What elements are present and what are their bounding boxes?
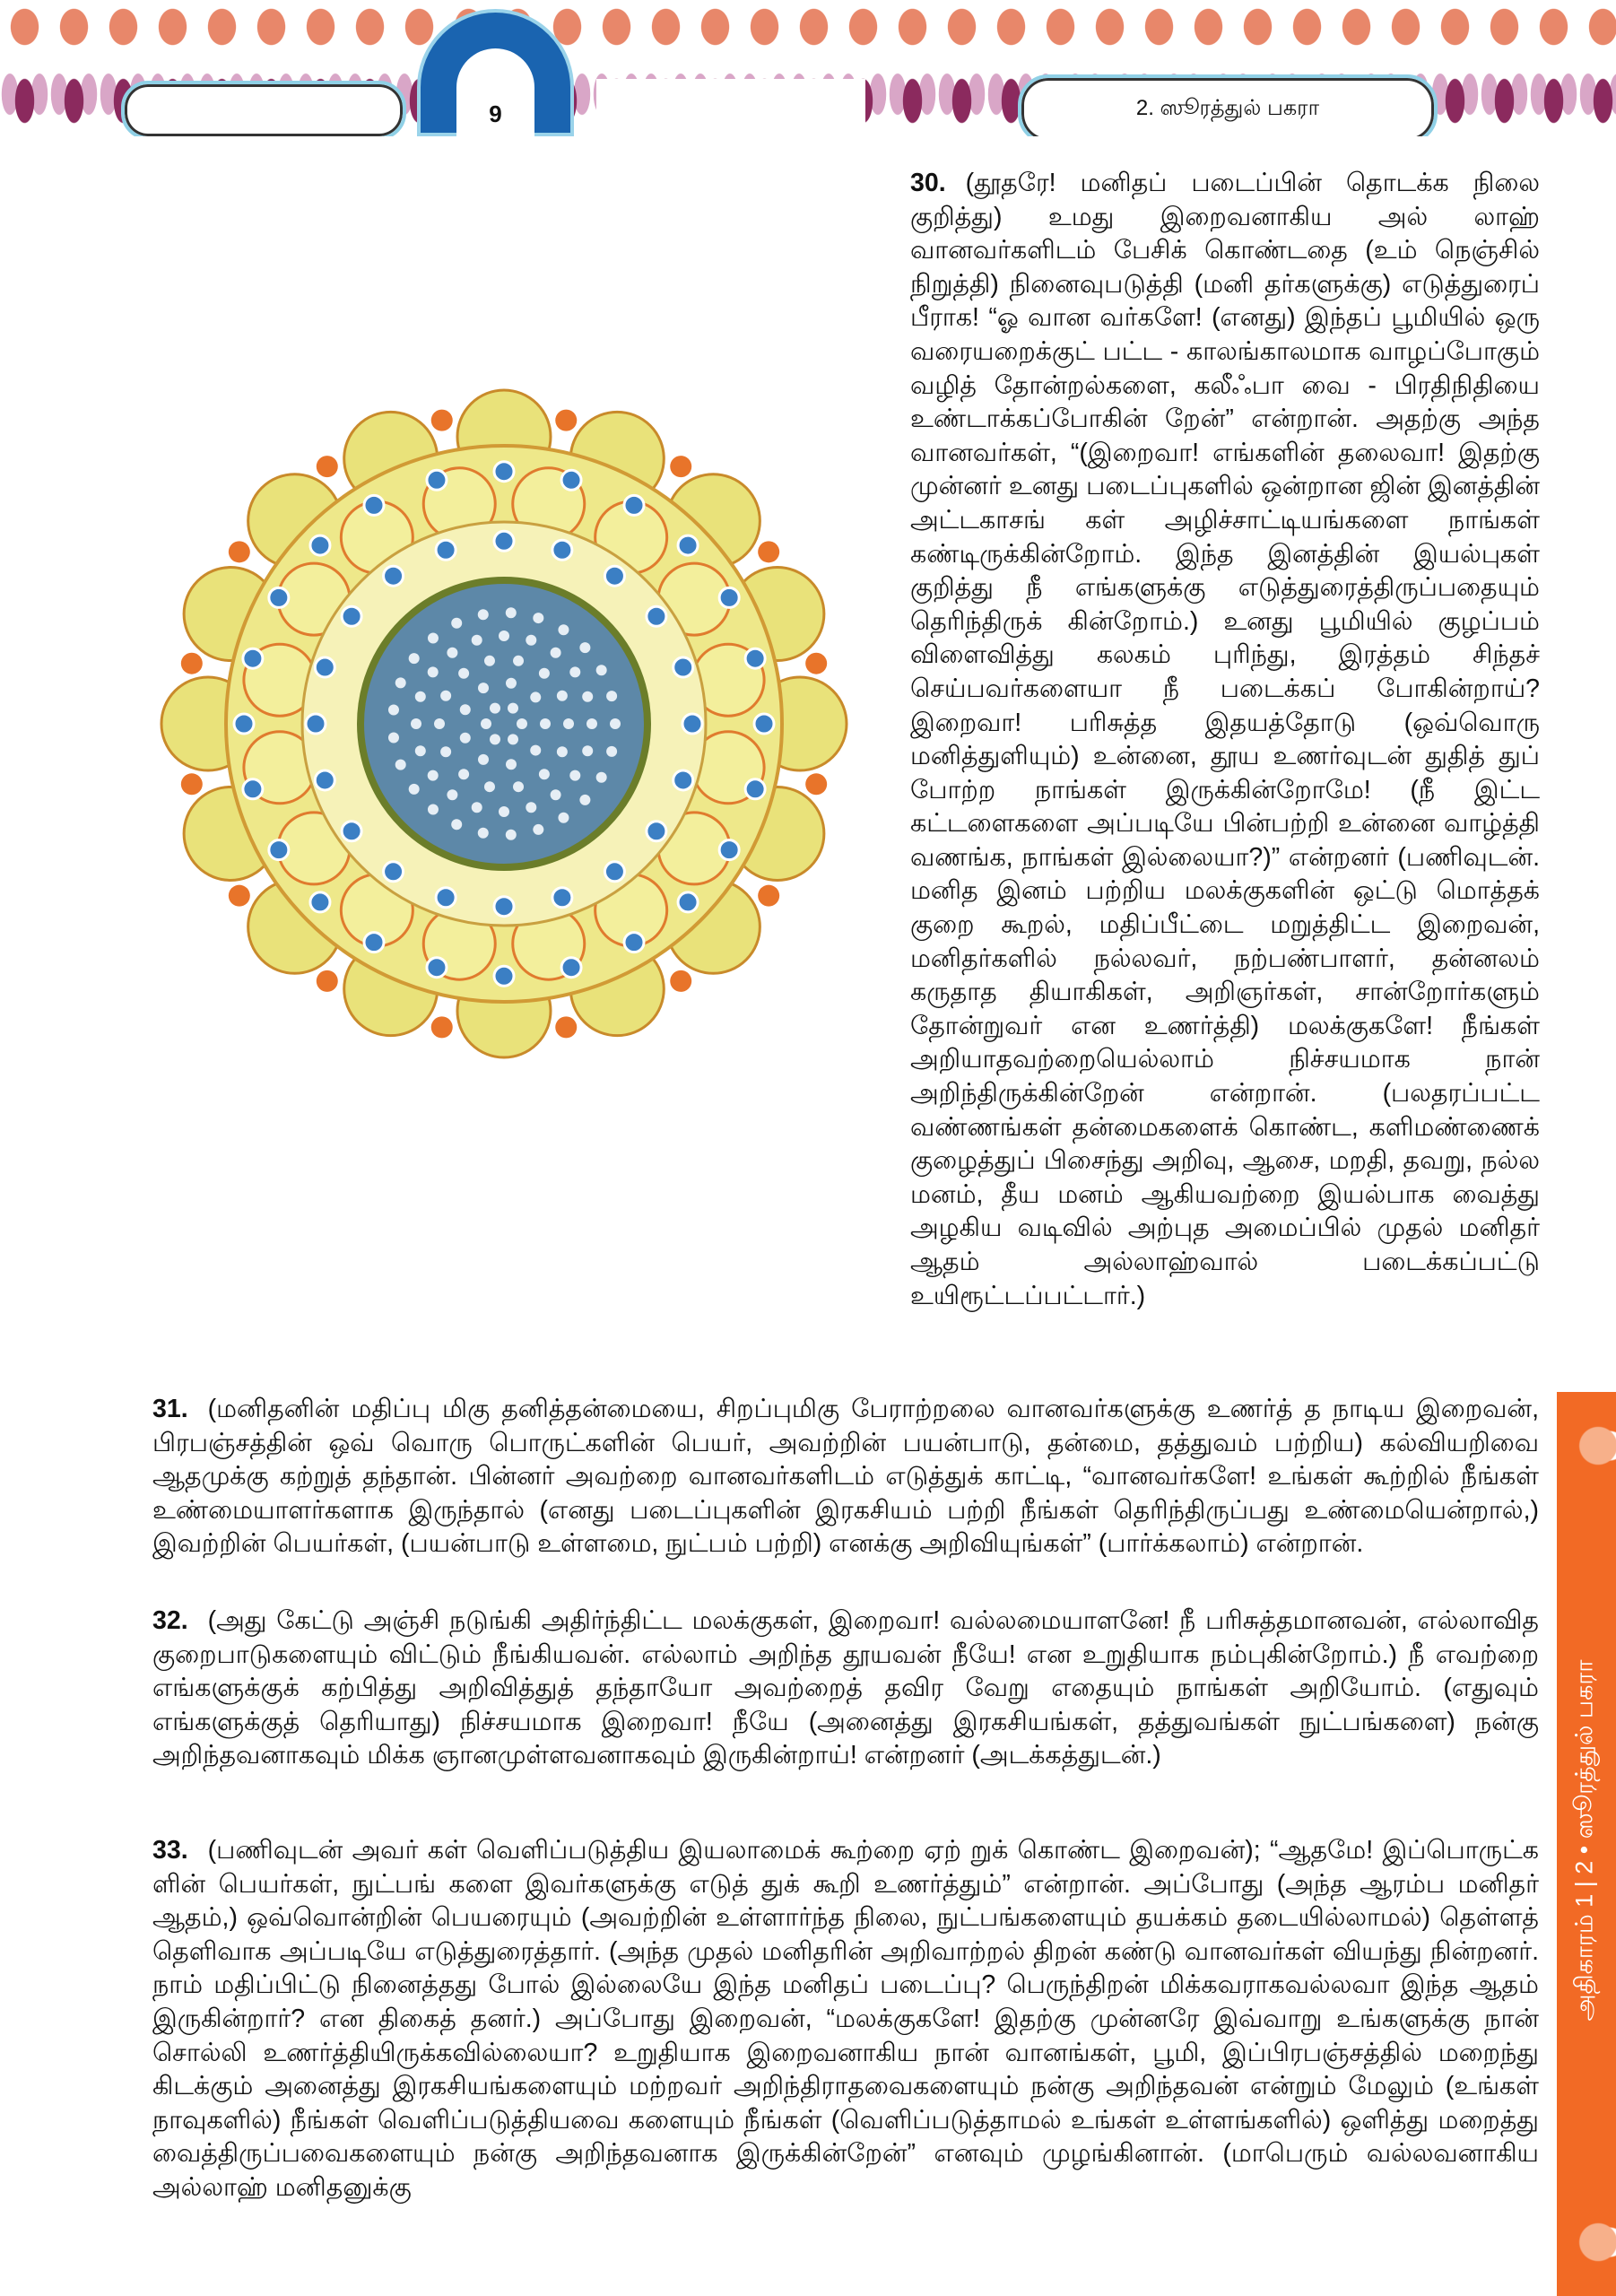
mandala-center-pattern xyxy=(395,677,406,688)
mandala-blue-dot xyxy=(494,966,514,986)
running-title: 2. ஸூரத்துல் பகரா xyxy=(1135,96,1320,120)
mandala-center-pattern xyxy=(551,789,561,800)
mandala-blue-dot xyxy=(494,531,514,551)
verse-number: 32. xyxy=(152,1606,188,1635)
mandala-blue-dot xyxy=(364,933,384,952)
mandala-orange-point xyxy=(181,653,203,674)
mandala-blue-dot xyxy=(719,840,739,860)
mandala-center-pattern xyxy=(458,668,469,679)
sidebar-ornament-top xyxy=(1557,1401,1616,1491)
mandala-center-pattern xyxy=(530,745,541,756)
sidebar-ornament-bottom xyxy=(1557,2197,1616,2287)
header-title-box xyxy=(1018,74,1438,136)
mandala-center-pattern xyxy=(596,665,607,675)
mandala-center-pattern xyxy=(506,830,517,840)
mandala-center-pattern xyxy=(388,704,399,715)
mandala-center-pattern xyxy=(508,734,518,744)
header-cartouche-left xyxy=(121,81,406,136)
mandala-center-pattern xyxy=(428,770,439,781)
mandala-center-pattern xyxy=(478,828,489,839)
mandala-blue-dot xyxy=(647,822,666,841)
mandala-center-pattern xyxy=(415,691,426,702)
mandala-blue-dot xyxy=(234,714,254,734)
chapter-sidebar-tab xyxy=(1557,1392,1616,2296)
verse-number: 33. xyxy=(152,1836,188,1865)
mandala-center-pattern xyxy=(569,666,580,677)
mandala-blue-dot xyxy=(436,540,456,560)
mandala-center-pattern xyxy=(451,618,462,629)
mandala-center-pattern xyxy=(540,718,551,729)
mandala-blue-dot xyxy=(682,714,702,734)
mandala-blue-dot xyxy=(427,958,447,978)
verse-33 xyxy=(152,1834,1539,2205)
mandala-center-pattern xyxy=(440,746,451,757)
mandala-orange-point xyxy=(181,773,203,795)
mandala-center-pattern xyxy=(499,631,509,641)
mandala-center-pattern xyxy=(530,691,541,702)
mandala-center-pattern xyxy=(395,760,406,770)
mandala-blue-dot xyxy=(243,779,263,799)
verse-text: (மனிதனின் மதிப்பு மிகு தனித்தன்மையை, சிறப்புமிகு பேராற்றலை வானவர்களுக்கு உணர்த் த நாடிய இறைவன், பிரபஞ்சத்தின் ஒவ் வொரு பொருட்களின் பெயர், அவற்றின் பயன்பாடு, தன்மை, தத்துவம் பற்றிய) கல்வியறிவை ஆதமுக்கு கற்றுத் தந்தான். பின்னர் அவற்றை வானவர்களிடம் எடுத்துக் காட்டி, “வானவர்களே! உங்கள் கூற்றில் நீங்கள் உண்மையாளர்களாக இருந்தால் (எனது படைப்புகளின் இரகசியம் பற்றி நீங்கள் தெரிந்திருப்பது உண்மையென்றால்,) இவற்றின் பெயர்கள், (பயன்பாடு உள்ளமை, நுட்பம் பற்றி) எனக்கு அறிவியுங்கள்” (பார்க்கலாம்) என்றான். xyxy=(152,1395,1539,1559)
mandala-center-pattern xyxy=(506,678,517,689)
mandala-blue-dot xyxy=(436,888,456,908)
mandala-blue-dot xyxy=(647,606,666,626)
mandala-blue-dot xyxy=(315,657,334,677)
mandala-orange-point xyxy=(670,456,691,477)
header-page-number-box xyxy=(596,79,865,136)
mandala-center-pattern xyxy=(526,802,536,813)
mandala-orange-point xyxy=(805,773,827,795)
mandala-center-pattern xyxy=(582,745,593,756)
page-number: 9 xyxy=(489,100,502,127)
mandala-blue-dot xyxy=(561,958,581,978)
mandala-blue-dot xyxy=(364,495,384,515)
mandala-blue-dot xyxy=(494,897,514,917)
mandala-center-pattern xyxy=(478,754,489,765)
mandala-center-pattern xyxy=(409,784,420,795)
sidebar-chapter-label: அதிகாரம் 1 | 2 • ஸூரத்துல் பகரா xyxy=(1570,1659,1598,2022)
mandala-center-pattern xyxy=(557,746,568,757)
mandala-center-pattern xyxy=(428,804,439,815)
mandala-center-pattern xyxy=(533,824,543,835)
mandala-center-pattern xyxy=(506,607,517,618)
mandala-center-pattern xyxy=(551,648,561,658)
mandala-blue-dot xyxy=(243,648,263,668)
mandala-center-pattern xyxy=(478,683,489,693)
mandala-blue-dot xyxy=(269,587,289,607)
mandala-center-pattern xyxy=(563,718,574,729)
mandala-center-pattern xyxy=(478,609,489,620)
mandala-center-pattern xyxy=(451,819,462,830)
mandala-blue-dot xyxy=(427,470,447,490)
mandala-blue-dot xyxy=(552,888,572,908)
mandala-blue-dot xyxy=(678,535,698,555)
mandala-blue-dot xyxy=(719,587,739,607)
mandala-center-pattern xyxy=(460,733,471,744)
mandala-center-pattern xyxy=(460,704,471,715)
mandala-orange-point xyxy=(317,456,338,477)
mandala-center-pattern xyxy=(472,635,482,646)
mandala-blue-dot xyxy=(552,540,572,560)
mandala-center-pattern xyxy=(606,691,617,701)
mandala-center-pattern xyxy=(447,789,457,800)
mandala-blue-dot xyxy=(494,462,514,482)
mandala-blue-dot xyxy=(624,933,644,952)
mandala-center-pattern xyxy=(508,703,518,714)
mandala-orange-point xyxy=(317,970,338,992)
mandala-center-pattern xyxy=(434,718,445,729)
mandala-blue-dot xyxy=(269,840,289,860)
mandala-blue-dot xyxy=(384,566,404,586)
mandala-center-pattern xyxy=(484,656,495,666)
mandala-center-pattern xyxy=(606,746,617,757)
mandala-center-pattern xyxy=(499,806,509,817)
verse-text: (பணிவுடன் அவர் கள் வெளிப்படுத்திய இயலாமைக் கூற்றை ஏற் றுக் கொண்ட இறைவன்); “ஆதமே! இப்பொருட்க ளின் பெயர்கள், நுட்பங் களை இவர்களுக்கு எடுத் துக் கூறி உணர்த்தும்” என்றான். அப்போது (அந்த ஆரம்ப மனிதர் ஆதம்,) ஒவ்வொன்றின் பெயரையும் (அவற்றின் உள்ளார்ந்த நிலை, நுட்பங்களையும் தயக்கம் தடையில்லாமல்) தெள்ளத் தெளிவாக அப்படியே எடுத்துரைத்தார். (அந்த முதல் மனிதரின் அறிவாற்றல் திறன் கண்டு வானவர்கள் வியந்து நின்றனர். நாம் மதிப்பிட்டு நினைத்தது போல் இல்லையே இந்த மனிதப் படைப்பு? பெருந்திறன் மிக்கவராகவல்லவா இந்த ஆதம் இருகின்றார்? என திகைத் தனர்.) அப்போது இறைவன், “மலக்குகளே! இதற்கு முன்னரே இவ்வாறு உங்களுக்கு நான் சொல்லி உணர்த்தியிருக்கவில்லையா? உறுதியாக இறைவனாகிய நான் வானங்கள், பூமி, இப்பிரபஞ்சத்தில் மறைந்து கிடக்கும் அனைத்து இரகசியங்களையும் மற்றவர் அறிந்திராதவைகளையும் நன்கு அறிந்தவன் என்றும் மேலும் (உங்கள் நாவுகளில்) நீங்கள் வெளிப்படுத்தியவை களையும் நீங்கள் (வெளிப்படுத்தாமல் உங்கள் உள்ளங்களில்) ஒளித்து மறைத்து வைத்திருப்பவைகளையும் நன்கு அறிந்தவனாக இருக்கின்றேன்” எனவும் முழங்கினான். (மாபெரும் வல்லவனாகிய அல்லாஹ் மனிதனுக்கு xyxy=(152,1836,1539,2202)
verse-text: (தூதரே! மனிதப் படைப்பின் தொடக்க நிலை குறித்து) உமது இறைவனாகிய அல் லாஹ் வானவர்களிடம் பேசிக் கொண்டதை (உம் நெஞ்சில் நிறுத்தி) நினைவுபடுத்தி (மனி தர்களுக்கு) எடுத்துரைப் பீராக! “ஓ வான வர்களே! (எனது) இந்தப் பூமியில் ஒரு வரையறைக்குட் பட்ட - காலங்காலமாக வாழப்போகும் வழித் தோன்றல்களை, கலீஃபா வை - பிரதிநிதியை உண்டாக்கப்போகின் றேன்” என்றான். அதற்கு அந்த வானவர்கள், “(இறைவா! எங்களின் தலைவா! இதற்கு முன்னர் உனது படைப்புகளில் ஒன்றான ஜின் இனத்தின் அட்டகாசங் கள் அழிச்சாட்டியங்களை நாங்கள் கண்டிருக்கின்றோம். இந்த இனத்தின் இயல்புகள் குறித்து நீ எங்களுக்கு எடுத்துரைத்திருப்பதையும் தெரிந்திருக் கின்றோம்.) உனது பூமியில் குழப்பம் விளைவித்து கலகம் புரிந்து, இரத்தம் சிந்தச் செய்பவர்களையா நீ படைக்கப் போகின்றாய்? இறைவா! பரிசுத்த இதயத்தோடு (ஒவ்வொரு மனித்துளியும்) உன்னை, தூய உணர்வுடன் துதித் துப் போற்ற நாங்கள் இருக்கின்றோமே! (நீ இட்ட கட்டளைகளை அப்படியே பின்பற்றி உன்னை வாழ்த்தி வணங்க, நாங்கள் இல்லையா?)” என்றனர் (பணிவுடன். மனித இனம் பற்றிய மலக்குகளின் ஒட்டு மொத்தக் குறை கூறல், மதிப்பீட்டை மறுத்திட்ட இறைவன், மனிதர்களில் நல்லவர், நற்பண்பாளர், தன்னலம் கருதாத தியாகிகள், அறிஞர்கள், சான்றோர்களும் தோன்றுவர் என உணர்த்தி) மலக்குகளே! நீங்கள் அறியாதவற்றையெல்லாம் நிச்சயமாக நான் அறிந்திருக்கின்றேன் என்றான். (பலதரப்பட்ட வண்ணங்கள் தன்மைகளைக் கொண்ட, களிமண்ணைக் குழைத்துப் பிசைந்து அறிவு, ஆசை, மறதி, தவறு, நல்ல மனம், தீய மனம் ஆகியவற்றை இயல்பாக வைத்து அழகிய வடிவில் அற்புத அமைப்பில் முதல் மனிதர் ஆதம் அல்லாஹ்வால் படைக்கப்பட்டு உயிரூட்டப்பட்டார்.) xyxy=(910,169,1540,1310)
mandala-orange-point xyxy=(431,410,453,431)
mandala-center-pattern xyxy=(490,703,500,714)
mandala-center-pattern xyxy=(582,691,593,702)
mandala-blue-dot xyxy=(604,566,624,586)
mandala-center-pattern xyxy=(569,770,580,781)
mandala-illustration xyxy=(154,387,854,1060)
mandala-center-pattern xyxy=(579,795,590,805)
mandala-orange-point xyxy=(555,1016,577,1038)
mandala-center-pattern xyxy=(411,718,421,729)
verse-number: 30. xyxy=(910,169,946,197)
mandala-center-pattern xyxy=(526,635,536,646)
mandala-center-pattern xyxy=(415,745,426,756)
mandala-orange-point xyxy=(805,653,827,674)
mandala-center-pattern xyxy=(579,642,590,653)
mandala-blue-dot xyxy=(342,822,361,841)
mandala-blue-dot xyxy=(604,862,624,882)
mandala-center-pattern xyxy=(481,718,491,729)
mandala-blue-dot xyxy=(673,657,693,677)
mandala-orange-point xyxy=(555,410,577,431)
mandala-center-pattern xyxy=(596,772,607,783)
mandala-center-pattern xyxy=(472,802,482,813)
mandala-center-pattern xyxy=(517,718,527,729)
ornamental-header xyxy=(0,0,1616,136)
mandala-center-pattern xyxy=(458,769,469,779)
mandala-orange-point xyxy=(758,885,779,907)
mandala-center-medallion xyxy=(361,580,647,867)
mandala-center-pattern xyxy=(539,668,550,679)
mandala-blue-dot xyxy=(306,714,326,734)
mandala-center-pattern xyxy=(513,656,524,666)
mandala-center-pattern xyxy=(447,648,457,658)
mandala-center-pattern xyxy=(533,613,543,623)
verse-text: (அது கேட்டு அஞ்சி நடுங்கி அதிர்ந்திட்ட மலக்குகள், இறைவா! வல்லமையாளனே! நீ பரிசுத்தமானவன், எல்லாவித குறைபாடுகளையும் விட்டும் நீங்கியவன். எல்லாம் அறிந்த தூயவன் நீயே! என உறுதியாக நம்புகின்றோம்.) நீ எவற்றை எங்களுக்குக் கற்பித்து அறிவித்துத் தந்தாயோ அவற்றைத் தவிர வேறு எதையும் நாங்கள் அறியோம். (எதுவும் எங்களுக்குத் தெரியாது) நிச்சயமாக இறைவா! நீயே (அனைத்து இரகசியங்கள், தத்துவங்கள் நுட்பங்களை) நன்கு அறிந்தவனாகவும் மிக்க ஞானமுள்ளவனாகவும் இருகின்றாய்! என்றனர் (அடக்கத்துடன்.) xyxy=(152,1606,1539,1770)
verse-32 xyxy=(152,1605,1539,1773)
mandala-center-pattern xyxy=(388,733,399,744)
mandala-orange-point xyxy=(229,885,250,907)
mandala-blue-dot xyxy=(754,714,774,734)
mandala-blue-dot xyxy=(673,770,693,790)
verse-30 xyxy=(910,167,1540,1313)
mandala-center-pattern xyxy=(557,691,568,701)
mandala-center-pattern xyxy=(558,813,569,823)
mandala-center-pattern xyxy=(610,718,621,729)
mandala-blue-dot xyxy=(678,892,698,912)
mandala-blue-dot xyxy=(561,470,581,490)
mandala-center-pattern xyxy=(506,759,517,770)
mandala-center-pattern xyxy=(409,653,420,664)
mandala-center-pattern xyxy=(428,632,439,643)
mandala-blue-dot xyxy=(384,862,404,882)
mandala-orange-point xyxy=(758,541,779,562)
mandala-center-pattern xyxy=(539,769,550,779)
mandala-center-pattern xyxy=(428,666,439,677)
mandala-blue-dot xyxy=(745,779,765,799)
mandala-orange-point xyxy=(431,1016,453,1038)
mandala-blue-dot xyxy=(624,495,644,515)
verse-number: 31. xyxy=(152,1395,188,1423)
mandala-blue-dot xyxy=(310,892,330,912)
mandala-blue-dot xyxy=(745,648,765,668)
mandala-orange-point xyxy=(670,970,691,992)
mandala-center-pattern xyxy=(490,734,500,744)
mandala-center-pattern xyxy=(440,691,451,701)
mandala-blue-dot xyxy=(310,535,330,555)
mandala-blue-dot xyxy=(342,606,361,626)
mandala-center-pattern xyxy=(513,781,524,792)
mandala-center-pattern xyxy=(558,624,569,635)
mandala-blue-dot xyxy=(315,770,334,790)
mandala-center-pattern xyxy=(484,781,495,792)
mandala-center-pattern xyxy=(586,718,597,729)
mandala-orange-point xyxy=(229,541,250,562)
verse-31 xyxy=(152,1393,1539,1561)
